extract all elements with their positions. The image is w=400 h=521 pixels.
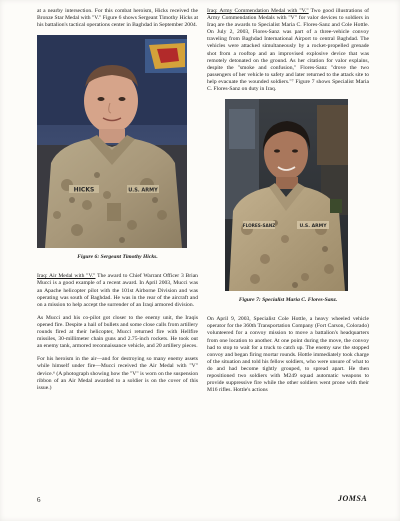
army-tape: U.S. ARMY: [128, 187, 158, 194]
left-paragraph-1: at a nearby intersection. For this combat heroism, Hicks received the Bronze Star Medal with "V." Figure 6 shows Sergeant Timothy Hicks at his battalion's tactical operations center in Baghdad in September 2004.: [37, 8, 198, 29]
journal-name: JOMSA: [338, 494, 368, 503]
commendation-body: Two good illustrations of Army Commendation Medals with "V" for valor devices to soldiers in Iraq are the awards to Specialist Maria C. Flores-Sanz and Cole Hottle. On July 2, 2003, Flores-Sanz was part of a three-vehicle convoy traveling from Baghdad International Airport to central Baghdad. The vehicles were attacked simultaneously by a rocket-propelled grenade shot from a rooftop and an improvised explosive device that was remotely detonated on the ground. As her citation for valor explains, despite the "smoke and confusion," Flores-Sanz "drove the two passengers of her vehicle to safety and later returned to the attack site to help evacuate the wounded soldiers."⁷ Figure 7 shows Specialist Maria C. Flores-Sanz on duty in Iraq.: [207, 8, 369, 93]
figure-7-caption: Figure 7: Specialist Maria C. Flores-Sanz.: [238, 297, 338, 304]
commendation-heading: Iraq: Army Commendation Medal with "V.": [207, 8, 309, 14]
figure-7-photo: [225, 99, 348, 291]
figure-6-photo: [37, 35, 187, 248]
name-tape: HICKS: [73, 186, 95, 194]
army-tape: U.S. ARMY: [299, 224, 327, 230]
air-medal-heading: Iraq: Air Medal with "V.": [37, 273, 96, 280]
sergeant-hicks-photo: [37, 35, 187, 248]
left-column: [37, 8, 198, 398]
right-column: [207, 8, 369, 400]
page-number: 6: [37, 496, 41, 504]
right-paragraph-2: On April 9, 2003, Specialist Cole Hottle, a heavy wheeled vehicle operator for the 360th Transportation Company (Fort Carson, Colorado) volunteered for a convoy mission to move a battalion's headquarters from one location to another. At one point during the move, the convoy had to stop to wait for a truck to catch up. The enemy saw the stopped convoy and began firing mortar rounds. Hottle immediately took charge of the situation and told his fellow soldiers, who were unsure of what to do and had become tightly grouped, to spread apart. He then repositioned two soldiers with M249 squad automatic weapons to provide suppressive fire while the other soldiers went prone with their M16 rifles. Hottle's actions: [207, 316, 369, 394]
right-paragraph-1: [207, 8, 369, 93]
left-paragraph-3: As Mucci and his co-pilot got closer to the enemy unit, the Iraqis opened fire. Despite a hail of bullets and some close calls from artillery rounds fired at their helicopter, Mucci returned fire with Hellfire missiles, 30-millimeter chain guns and 2.75-inch rockets. He took out an enemy tank, armored reconnaissance vehicle, and 20 artillery pieces.: [37, 314, 198, 350]
left-paragraph-4: For his heroism in the air—and for destroying so many enemy assets while himself under fire—Mucci received the Air Medal with "V" device.⁶ (A photograph showing how the "V" is worn on the suspension ribbon of an Air Medal awarded to a soldier is on the cover of this issue.): [37, 356, 198, 391]
specialist-flores-sanz-photo: [225, 99, 348, 291]
left-paragraph-2: [37, 273, 198, 308]
name-tape: FLORES-SANZ: [242, 223, 276, 229]
air-medal-body: The award to Chief Warrant Officer 3 Brian Mucci is a good example of a recent award. In April 2003, Mucci was an Apache helicopter pilot with the 101st Airborne Division and was operating was south of Baghdad. He was in the rear of the aircraft and on a mission to help accept the surrender of an Iraqi armored division.: [37, 273, 198, 308]
figure-6-caption: Figure 6: Sergeant Timothy Hicks.: [77, 254, 158, 261]
